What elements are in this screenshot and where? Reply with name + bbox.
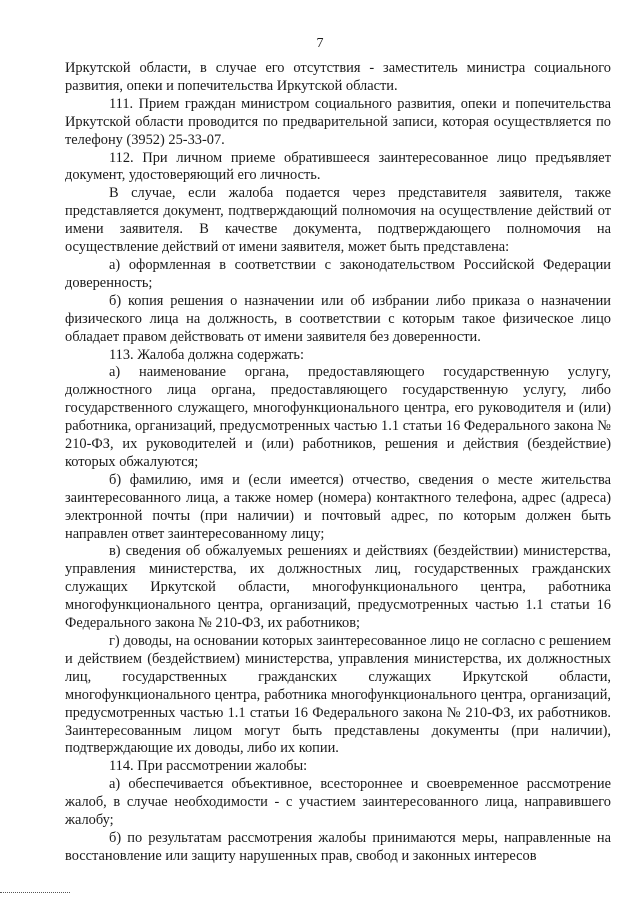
document-body bbox=[65, 60, 611, 866]
paragraph-113-a: а) наименование органа, предоставляющего государственную услугу, должностного лица органа, предоставляющего государственную услугу, либо государственного служащего, многофункционального центра, его руководителя и (или) работника, организаций, предусмотренных частью 1.1 статьи 16 Федерального закона № 210-ФЗ, их руководителей и (или) работников, решения и действия (бездействие) которых обжалуются; bbox=[65, 364, 611, 470]
paragraph-114: 114. При рассмотрении жалобы: bbox=[109, 758, 308, 775]
paragraph-113-d: г) доводы, на основании которых заинтересованное лицо не согласно с решением и действием (бездействием) министерства, управления министерства, их должностных лиц, государственных гражданских служащих Иркутской области, многофункционального центра, работника многофункционального центра, организаций, предусмотренных частью 1.1 статьи 16 Федерального закона № 210-ФЗ, их работников. Заинтересованным лицом могут быть представлены документы (при наличии), подтверждающие их доводы, либо их копии. bbox=[65, 633, 611, 757]
paragraph-113-c: в) сведения об обжалуемых решениях и действиях (бездействии) министерства, управления министерства, их должностных лиц, государственных гражданских служащих Иркутской области, многофункционального центра, работника многофункционального центра, организаций, предусмотренных частью 1.1 статьи 16 Федерального закона № 210-ФЗ, их работников; bbox=[65, 543, 611, 632]
paragraph-114-b: б) по результатам рассмотрения жалобы принимаются меры, направленные на восстановление или защиту нарушенных прав, свобод и законных интересов bbox=[65, 829, 611, 864]
paragraph-114-a: а) обеспечивается объективное, всестороннее и своевременное рассмотрение жалоб, в случае необходимости - с участием заинтересованного лица, направившего жалобу; bbox=[65, 776, 611, 829]
paragraph-continuation: Иркутской области, в случае его отсутствия - заместитель министра социального развития, опеки и попечительства Иркутской области. bbox=[65, 60, 611, 94]
paragraph-representative: В случае, если жалоба подается через представителя заявителя, также представляется документ, подтверждающий полномочия на осуществление действий от имени заявителя. В качестве документа, подтверждающего полномочия на осуществление действий от имени заявителя, может быть представлена: bbox=[65, 185, 611, 256]
paragraph-113-b: б) фамилию, имя и (если имеется) отчество, сведения о месте жительства заинтересованного лица, а также номер (номера) контактного телефона, адрес (адреса) электронной почты (при наличии) и почтовый адрес, по которым должен быть направлен ответ заинтересованному лицу; bbox=[65, 471, 611, 542]
paragraph-112-a: а) оформленная в соответствии с законодательством Российской Федерации доверенность; bbox=[65, 256, 611, 291]
footer-divider bbox=[0, 892, 70, 893]
page-number: 7 bbox=[316, 36, 324, 51]
paragraph-112-b: б) копия решения о назначении или об избрании либо приказа о назначении физического лица на должность, в соответствии с которым такое физическое лицо обладает правом действовать от имени заявителя без доверенности. bbox=[65, 292, 611, 345]
paragraph-113: 113. Жалоба должна содержать: bbox=[109, 346, 304, 363]
paragraph-111: 111. Прием граждан министром социального развития, опеки и попечительства Иркутской области проводится по предварительной записи, которая осуществляется по телефону (3952) 25-33-07. bbox=[65, 95, 611, 148]
paragraph-112: 112. При личном приеме обратившееся заинтересованное лицо предъявляет документ, удостоверяющий его личность. bbox=[65, 149, 611, 184]
